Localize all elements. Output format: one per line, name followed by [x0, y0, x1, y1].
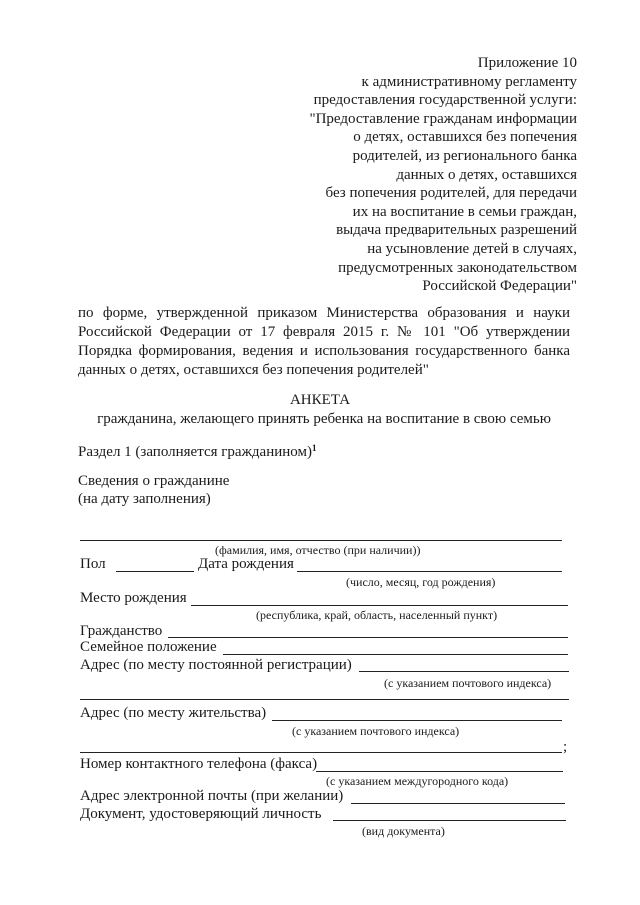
- birth-place-input-line[interactable]: [191, 605, 568, 606]
- form-title: АНКЕТА: [289, 392, 351, 408]
- citizenship-label: Гражданство: [80, 623, 163, 639]
- header-line: предусмотренных законодательством: [338, 259, 577, 276]
- citizenship-input-line[interactable]: [168, 637, 568, 638]
- header-line: данных о детях, оставшихся: [396, 166, 577, 183]
- residence-address-input-line-2[interactable]: [80, 752, 562, 753]
- id-document-caption: (вид документа): [362, 824, 445, 838]
- intro-paragraph: [78, 304, 570, 380]
- footnote-mark: 1: [312, 443, 317, 453]
- marital-status-input-line[interactable]: [223, 654, 568, 655]
- sex-label: Пол: [80, 556, 106, 572]
- info-date-note: (на дату заполнения): [78, 491, 211, 507]
- residence-address-caption: (с указанием почтового индекса): [292, 724, 460, 738]
- email-label: Адрес электронной почты (при желании): [80, 788, 344, 804]
- birth-date-caption: (число, месяц, год рождения): [346, 575, 496, 589]
- birth-place-label: Место рождения: [80, 590, 187, 606]
- header-line: Приложение 10: [477, 55, 577, 71]
- header-line: "Предоставление гражданам информации: [309, 110, 577, 127]
- birth-date-label: Дата рождения: [198, 556, 294, 572]
- registration-address-caption: (с указанием почтового индекса): [384, 676, 552, 690]
- fio-caption: (фамилия, имя, отчество (при наличии)): [215, 543, 421, 557]
- header-line: родителей, из регионального банка: [352, 147, 577, 164]
- fio-input-line[interactable]: [80, 540, 562, 541]
- email-input-line[interactable]: [351, 803, 565, 804]
- section-label: Раздел 1 (заполняется гражданином): [78, 444, 313, 460]
- header-line: о детях, оставшихся без попечения: [353, 129, 577, 146]
- intro-line: Порядка формирования, ведения и использования государственного банка: [78, 343, 570, 359]
- registration-address-input-line[interactable]: [359, 671, 569, 672]
- phone-input-line[interactable]: [316, 771, 563, 772]
- form-subtitle: гражданина, желающего принять ребенка на воспитание в свою семью: [97, 411, 551, 427]
- header-line: выдача предварительных разрешений: [336, 222, 577, 239]
- header-line: Российской Федерации": [422, 278, 577, 295]
- line-terminator: ;: [563, 739, 568, 755]
- appendix-header: [309, 54, 577, 296]
- birth-place-caption: (республика, край, область, населенный пункт): [256, 608, 498, 622]
- header-line: предоставления государственной услуги:: [313, 92, 577, 109]
- header-line: их на воспитание в семьи граждан,: [352, 203, 577, 220]
- phone-label: Номер контактного телефона (факса): [80, 756, 318, 772]
- residence-address-label: Адрес (по месту жительства): [80, 705, 267, 721]
- birth-date-input-line[interactable]: [297, 571, 562, 572]
- marital-status-label: Семейное положение: [80, 639, 217, 655]
- header-line: на усыновление детей в случаях,: [367, 240, 577, 257]
- intro-line: Российской Федерации от 17 февраля 2015 г. № 101 "Об утверждении: [78, 324, 570, 340]
- id-document-label: Документ, удостоверяющий личность: [80, 806, 322, 822]
- header-line: к административному регламенту: [361, 73, 577, 90]
- residence-address-input-line[interactable]: [272, 720, 562, 721]
- sex-input-line[interactable]: [116, 571, 194, 572]
- registration-address-input-line-2[interactable]: [80, 699, 569, 700]
- phone-caption: (с указанием междугородного кода): [326, 774, 509, 788]
- section-heading: [78, 443, 317, 461]
- intro-line: данных о детях, оставшихся без попечения родителей": [78, 362, 429, 378]
- header-line: без попечения родителей, для передачи: [325, 185, 577, 202]
- intro-line: по форме, утвержденной приказом Министерства образования и науки: [78, 305, 570, 321]
- registration-address-label: Адрес (по месту постоянной регистрации): [80, 657, 352, 673]
- id-document-input-line[interactable]: [333, 820, 566, 821]
- info-heading: Сведения о гражданине: [78, 473, 230, 489]
